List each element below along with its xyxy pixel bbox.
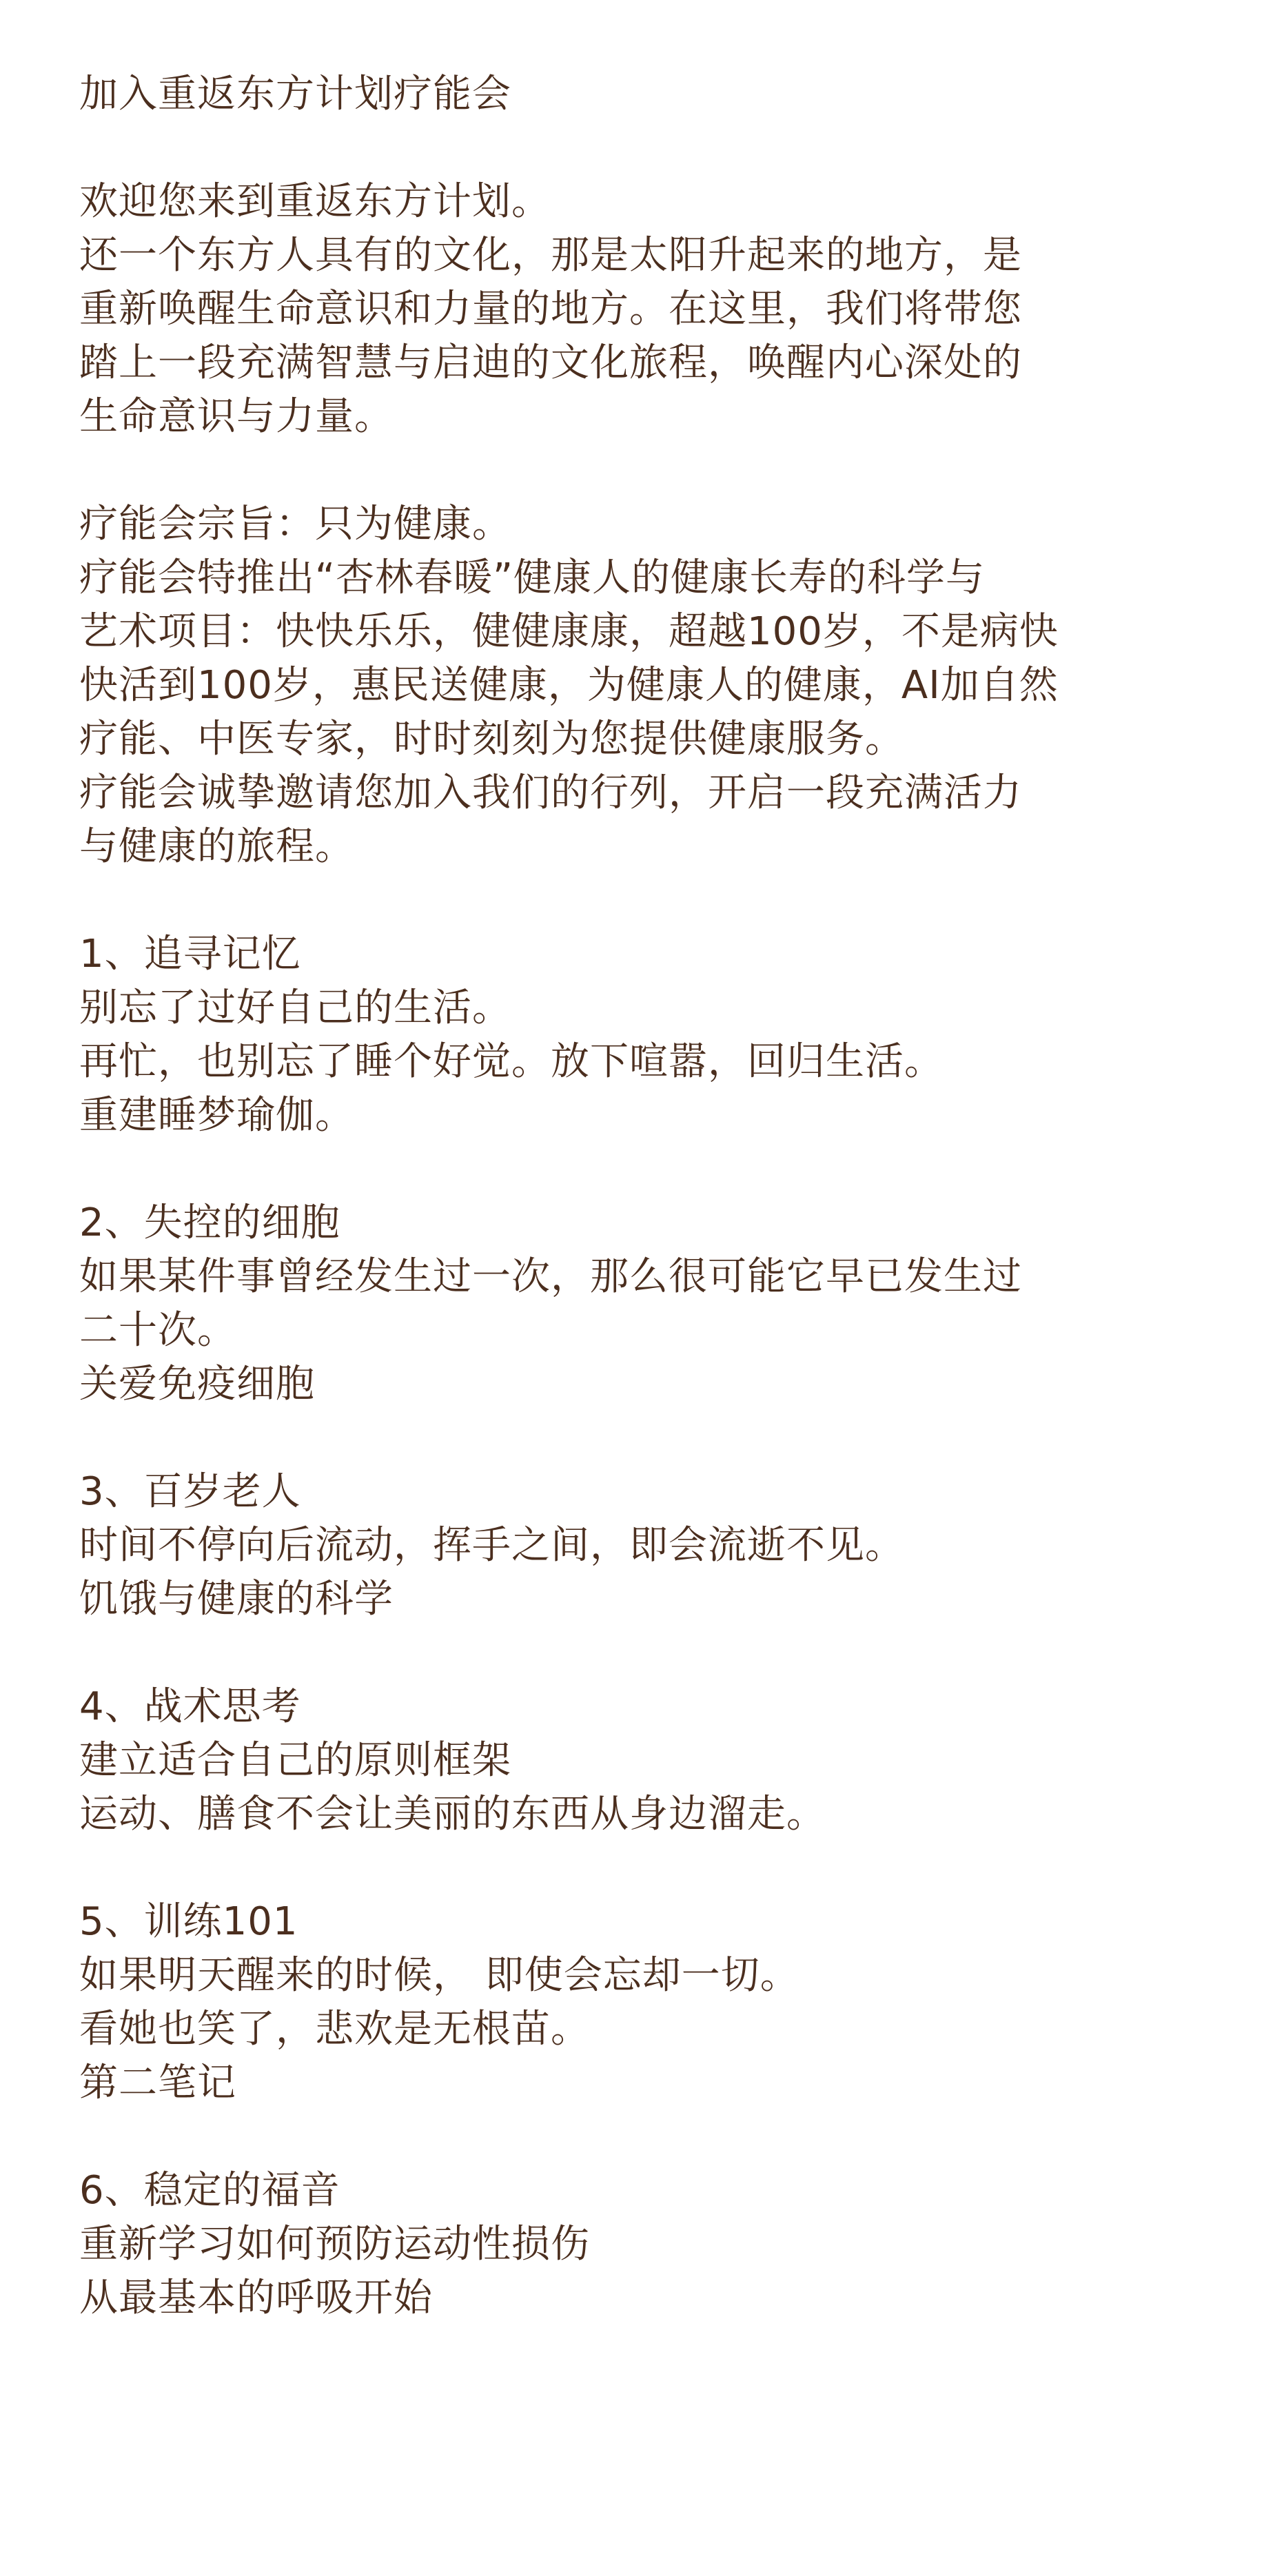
purpose-line: 疗能会特推出“杏林春暖”健康人的健康长寿的科学与 [79, 555, 986, 600]
intro-line: 踏上一段充满智慧与启迪的文化旅程，唤醒内心深处的 [79, 340, 1022, 385]
section-3 [79, 1465, 1195, 1626]
intro-line: 生命意识与力量。 [79, 394, 394, 439]
section-heading: 3、百岁老人 [79, 1469, 301, 1514]
section-line: 建立适合自己的原则框架 [79, 1738, 511, 1783]
section-5 [79, 1895, 1195, 2110]
intro-line: 重新唤醒生命意识和力量的地方。在这里，我们将带您 [79, 287, 1022, 331]
section-line: 如果某件事曾经发生过一次，那么很可能它早已发生过 [79, 1254, 1022, 1299]
intro-paragraph [79, 175, 1195, 444]
section-heading: 6、稳定的福音 [79, 2168, 340, 2213]
section-heading: 4、战术思考 [79, 1684, 301, 1729]
section-4 [79, 1680, 1195, 1841]
section-line: 如果明天醒来的时候， 即使会忘却一切。 [79, 1953, 799, 1998]
section-line: 重建睡梦瑜伽。 [79, 1093, 354, 1138]
paragraph-spacer [79, 874, 1195, 928]
purpose-paragraph [79, 498, 1195, 874]
section-line: 再忙，也别忘了睡个好觉。放下喧嚣，回归生活。 [79, 1039, 944, 1084]
paragraph-spacer [79, 1411, 1195, 1465]
section-1 [79, 928, 1195, 1143]
paragraph-spacer [79, 444, 1195, 498]
paragraph-spacer [79, 1626, 1195, 1680]
section-line: 看她也笑了，悲欢是无根苗。 [79, 2007, 590, 2052]
intro-line: 还一个东方人具有的文化，那是太阳升起来的地方，是 [79, 233, 1022, 278]
purpose-line: 与健康的旅程。 [79, 824, 354, 869]
paragraph-spacer [79, 1143, 1195, 1196]
section-line: 二十次。 [79, 1308, 236, 1353]
section-line: 时间不停向后流动，挥手之间，即会流逝不见。 [79, 1523, 904, 1568]
section-heading: 2、失控的细胞 [79, 1200, 340, 1245]
section-line: 别忘了过好自己的生活。 [79, 985, 511, 1030]
section-line: 饥饿与健康的科学 [79, 1577, 394, 1622]
purpose-line: 艺术项目：快快乐乐，健健康康，超越100岁，不是病快 [79, 609, 1059, 654]
purpose-line: 疗能会宗旨：只为健康。 [79, 502, 511, 546]
section-line: 重新学习如何预防运动性损伤 [79, 2222, 590, 2267]
section-heading: 5、训练101 [79, 1899, 298, 1944]
paragraph-spacer [79, 2110, 1195, 2164]
purpose-line: 疗能、中医专家，时时刻刻为您提供健康服务。 [79, 717, 904, 761]
section-heading: 1、追寻记忆 [79, 932, 301, 977]
section-line: 关爱免疫细胞 [79, 1362, 315, 1407]
intro-line: 欢迎您来到重返东方计划。 [79, 179, 551, 224]
paragraph-spacer [79, 1841, 1195, 1895]
purpose-line: 疗能会诚挚邀请您加入我们的行列，开启一段充满活力 [79, 770, 1022, 815]
section-line: 从最基本的呼吸开始 [79, 2276, 433, 2320]
section-2 [79, 1196, 1195, 1411]
section-line: 第二笔记 [79, 2061, 236, 2105]
section-line: 运动、膳食不会让美丽的东西从身边溜走。 [79, 1792, 826, 1837]
document-title: 加入重返东方计划疗能会 [79, 72, 511, 116]
section-6 [79, 2164, 1195, 2325]
purpose-line: 快活到100岁，惠民送健康，为健康人的健康，AI加自然 [79, 663, 1059, 708]
